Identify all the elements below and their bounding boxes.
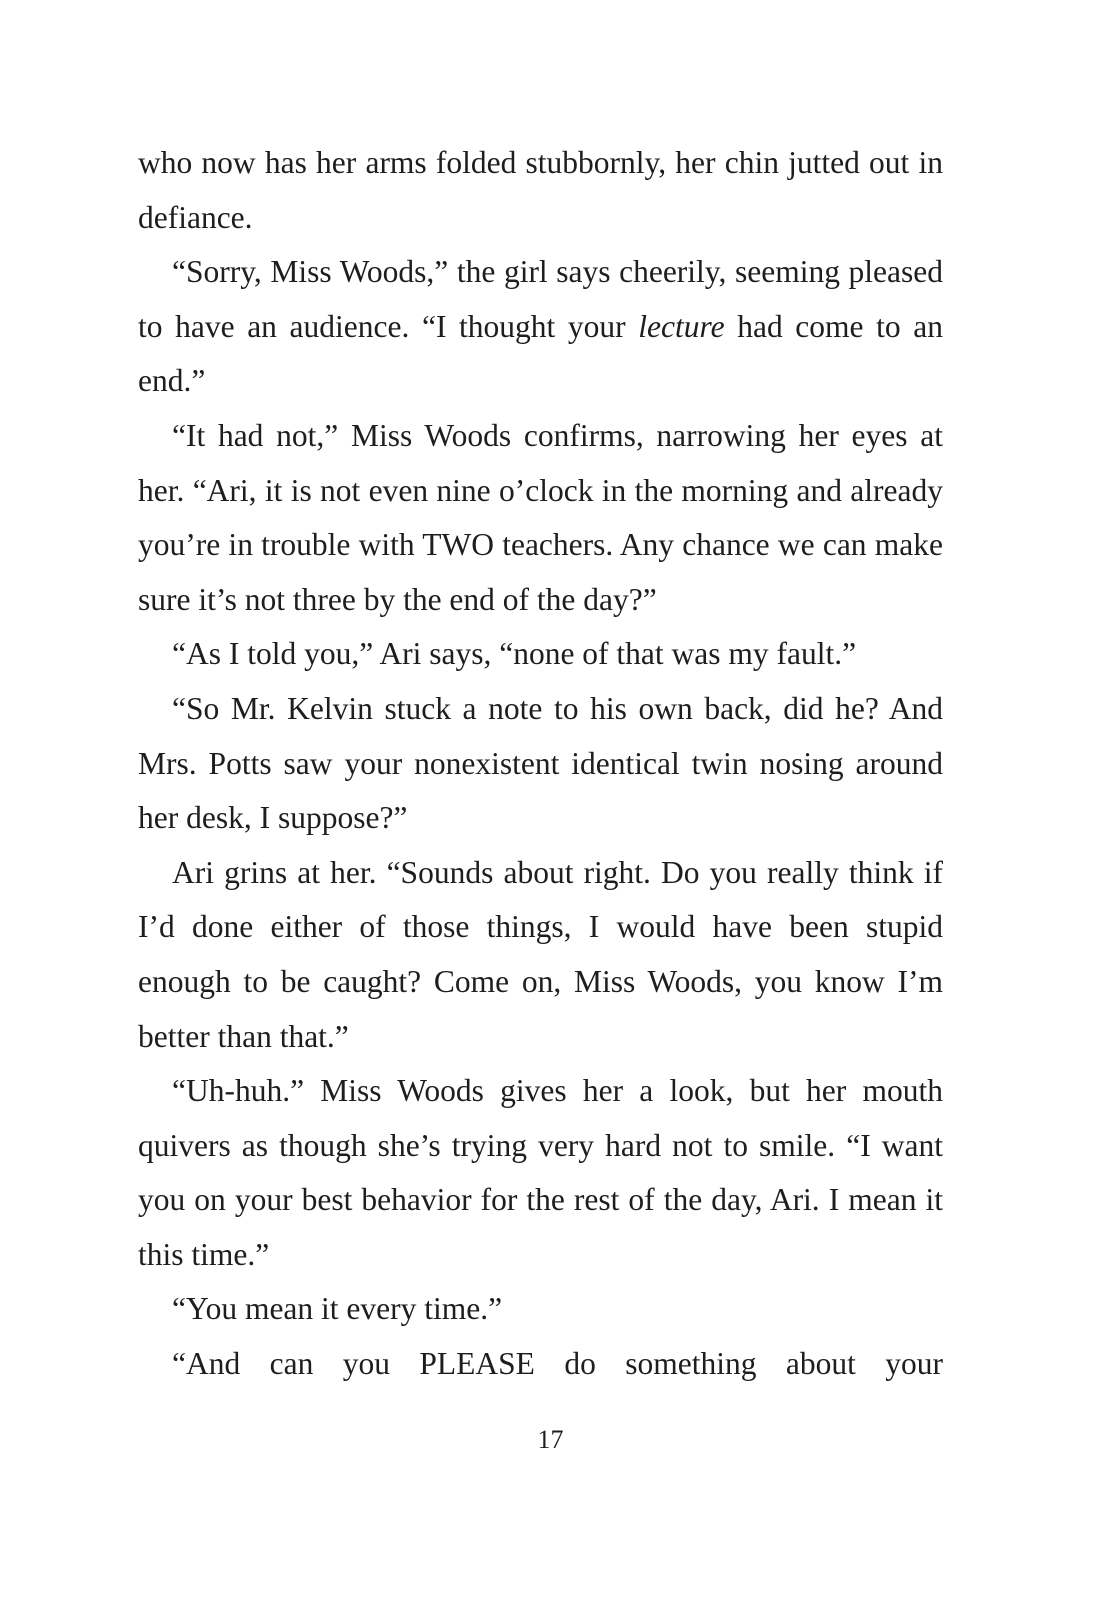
paragraph: [138, 245, 943, 409]
paragraph: “And can you PLEASE do something about your: [172, 1346, 943, 1382]
paragraph: “As I told you,” Ari says, “none of that was my fault.”: [172, 636, 857, 672]
paragraph: who now has her arms folded stubbornly, her chin jutted out in defiance.: [138, 145, 943, 235]
page-number: 17: [537, 1425, 564, 1454]
paragraph: “So Mr. Kelvin stuck a note to his own back, did he? And Mrs. Potts saw your nonexistent identical twin nosing around her desk, I suppose?”: [138, 690, 943, 836]
paragraph: Ari grins at her. “Sounds about right. Do you really think if I’d done either of those things, I would have been stupid enough to be caught? Come on, Miss Woods, you know I’m better than that.”: [138, 854, 943, 1054]
paragraph: “You mean it every time.”: [172, 1291, 503, 1327]
paragraph-text: had come to an end.”: [138, 308, 943, 399]
paragraph: “It had not,” Miss Woods confirms, narrowing her eyes at her. “Ari, it is not even nine o’clock in the morning and already you’re in trouble with TWO teachers. Any chance we can make sure it’s not three by the end of the day?”: [138, 417, 943, 617]
body-text: [138, 136, 943, 1392]
paragraph-text: “Sorry, Miss Woods,” the girl says cheerily, seeming pleased to have an audience. “I thought your: [138, 254, 943, 344]
emphasized-word: lecture: [638, 308, 725, 344]
paragraph: “Uh-huh.” Miss Woods gives her a look, but her mouth quivers as though she’s trying very hard not to smile. “I want you on your best behavior for the rest of the day, Ari. I mean it this time.”: [138, 1073, 943, 1272]
